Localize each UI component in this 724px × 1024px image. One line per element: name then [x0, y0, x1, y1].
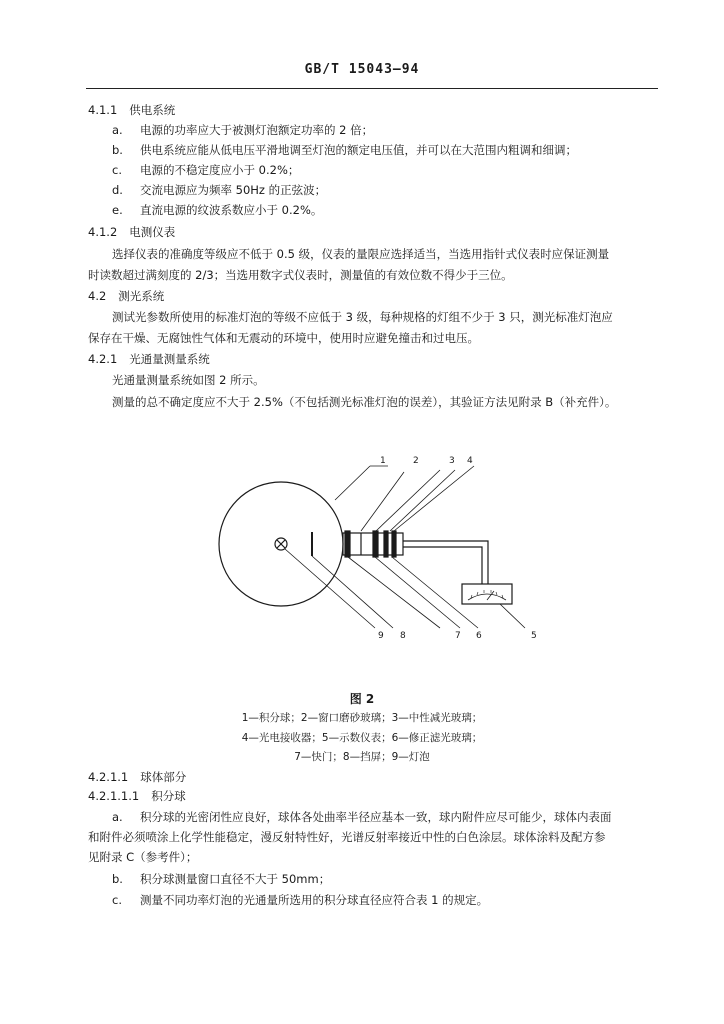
item-label: b.: [112, 872, 123, 886]
section-number: 4.2.1: [88, 352, 118, 366]
item-text: 供电系统应能从低电压平滑地调至灯泡的额定电压值，并可以在大范围内粗调和细调；: [140, 143, 577, 157]
paragraph-line: 测量的总不确定度应不大于 2.5%（不包括测光标准灯泡的误差），其验证方法见附录 B（补充件）。: [112, 395, 617, 409]
figure-caption-line: 7—快门；8—挡屏；9—灯泡: [294, 751, 430, 763]
callout-3: 3: [449, 456, 455, 466]
list-item: [112, 143, 577, 157]
callout-7: 7: [455, 631, 461, 641]
section-title: 电测仪表: [129, 225, 176, 239]
item-text: 积分球测量窗口直径不大于 50mm；: [140, 872, 331, 886]
item-label: b.: [112, 143, 123, 157]
list-item: [112, 810, 612, 824]
integrating-sphere-diagram: [210, 448, 550, 648]
section-number: 4.2.1.1.1: [88, 789, 140, 803]
list-item: [112, 183, 326, 197]
callout-4: 4: [467, 456, 473, 466]
paragraph-line: 测试光参数所使用的标准灯泡的等级不应低于 3 级，每种规格的灯组不少于 3 只，测光标准灯泡应: [112, 310, 613, 324]
section-number: 4.1.2: [88, 225, 118, 239]
section-number: 4.2.1.1: [88, 770, 129, 784]
section-title: 供电系统: [129, 103, 176, 117]
paragraph-line: 保存在干燥、无腐蚀性气体和无震动的环境中，使用时应避免撞击和过电压。: [88, 331, 479, 345]
item-label: c.: [112, 893, 122, 907]
section-number: 4.1.1: [88, 103, 118, 117]
item-text: 直流电源的纹波系数应小于 0.2%。: [140, 203, 323, 217]
callout-5: 5: [531, 631, 537, 641]
section-4-2-1-1-1-heading: [88, 789, 186, 803]
section-title: 测光系统: [118, 289, 165, 303]
callout-8: 8: [400, 631, 406, 641]
item-label: e.: [112, 203, 123, 217]
list-item: [112, 203, 322, 217]
section-4-2-heading: [88, 289, 164, 303]
paragraph-line: 时读数超过满刻度的 2/3；当选用数字式仪表时，测量值的有效位数不得少于三位。: [88, 268, 513, 282]
list-item: [112, 872, 330, 886]
list-item: [112, 893, 488, 907]
item-text: 交流电源应为频率 50Hz 的正弦波；: [140, 183, 327, 197]
list-item: [112, 123, 373, 137]
figure-caption-line: 1—积分球；2—窗口磨砂玻璃；3—中性减光玻璃；: [241, 712, 483, 724]
section-title: 球体部分: [140, 770, 187, 784]
section-4-1-1-heading: [88, 103, 175, 117]
item-label: a.: [112, 123, 123, 137]
figure-title: 图 2: [349, 692, 375, 706]
paragraph-line: 见附录 C（参考件）；: [88, 850, 198, 864]
item-label: a.: [112, 810, 123, 824]
section-title: 光通量测量系统: [129, 352, 210, 366]
paragraph-line: 和附件必须喷涂上化学性能稳定，漫反射特性好，光谱反射率接近中性的白色涂层。球体涂料及配方参: [88, 830, 606, 844]
document-header: GB/T 15043—94: [304, 62, 420, 77]
callout-2: 2: [413, 456, 419, 466]
paragraph-line: 光通量测量系统如图 2 所示。: [112, 373, 265, 387]
item-text: 电源的功率应大于被测灯泡额定功率的 2 倍；: [140, 123, 374, 137]
section-4-2-1-heading: [88, 352, 210, 366]
callout-1: 1: [380, 456, 386, 466]
section-4-2-1-1-heading: [88, 770, 186, 784]
figure-caption-line: 4—光电接收器；5—示数仪表；6—修正滤光玻璃；: [241, 732, 483, 744]
header-rule: [86, 88, 658, 89]
item-label: c.: [112, 163, 122, 177]
callout-9: 9: [378, 631, 384, 641]
paragraph-line: 选择仪表的准确度等级应不低于 0.5 级，仪表的量限应选择适当，当选用指针式仪表时应保证测量: [112, 247, 610, 261]
section-number: 4.2: [88, 289, 107, 303]
section-4-1-2-heading: [88, 225, 175, 239]
list-item: [112, 163, 299, 177]
item-text: 电源的不稳定度应小于 0.2%；: [140, 163, 300, 177]
item-text: 积分球的光密闭性应良好，球体各处曲率半径应基本一致，球内附件应尽可能少，球体内表面: [140, 810, 612, 824]
item-label: d.: [112, 183, 123, 197]
section-title: 积分球: [151, 789, 186, 803]
callout-6: 6: [476, 631, 482, 641]
item-text: 测量不同功率灯泡的光通量所选用的积分球直径应符合表 1 的规定。: [140, 893, 489, 907]
